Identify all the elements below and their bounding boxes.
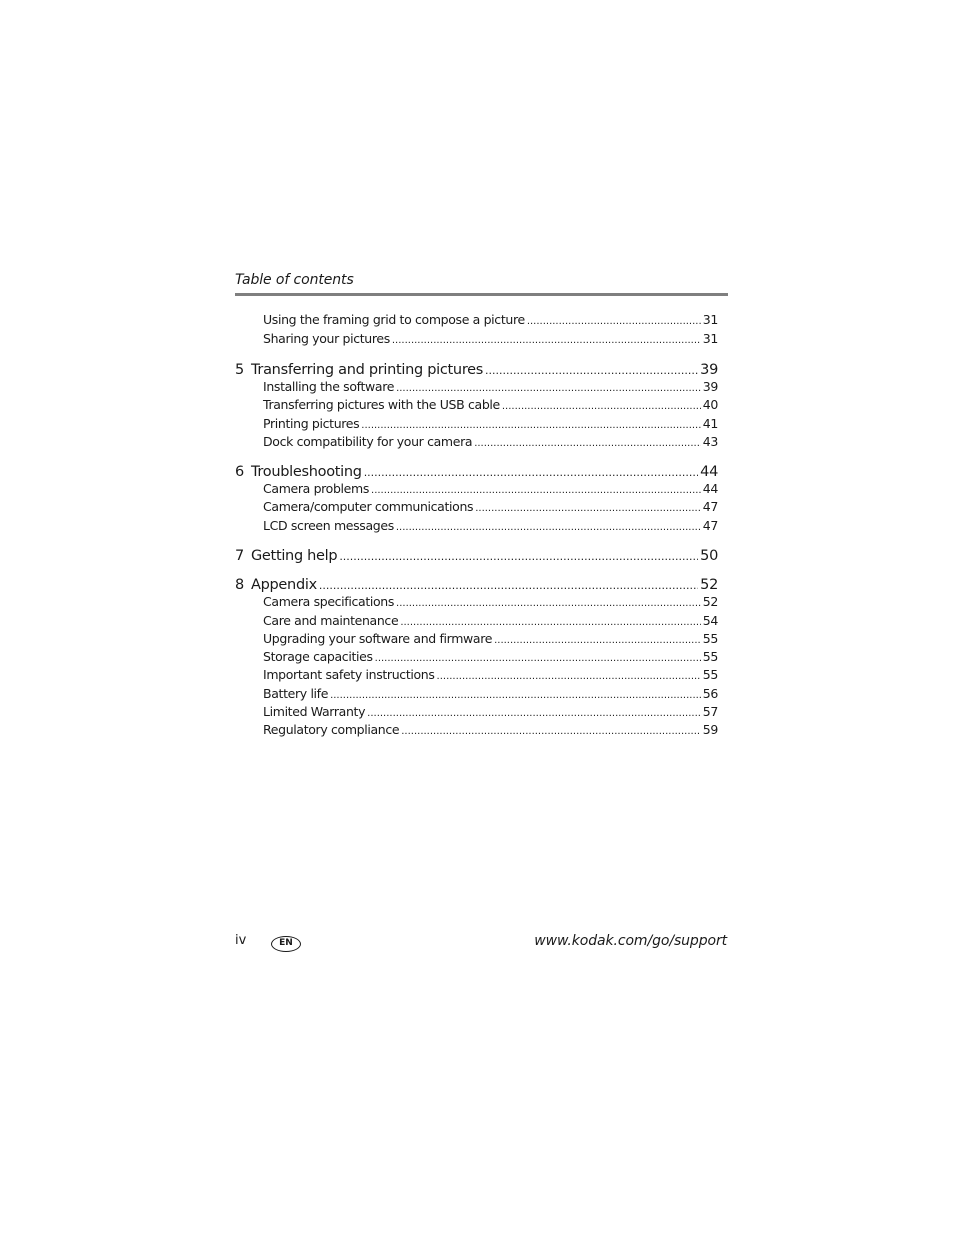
toc-entry-title bbox=[263, 666, 435, 684]
toc-entry-title bbox=[263, 517, 394, 535]
toc-section-entry[interactable] bbox=[263, 311, 718, 331]
toc-dot-leader bbox=[396, 595, 701, 613]
support-url-link[interactable]: www.kodak.com/go/support bbox=[534, 933, 727, 949]
toc-entry-label: Using the framing grid to compose a picture bbox=[263, 312, 525, 327]
toc-dot-leader bbox=[339, 547, 698, 567]
toc-entry-title bbox=[263, 593, 394, 611]
toc-entry-label: Camera problems bbox=[263, 481, 370, 496]
toc-page-number: 39 bbox=[700, 362, 718, 378]
toc-page-number: 55 bbox=[702, 631, 718, 646]
toc-entry-title bbox=[263, 433, 472, 451]
toc-entry-title bbox=[263, 311, 525, 329]
toc-dot-leader bbox=[502, 398, 701, 416]
toc-page-number: 47 bbox=[702, 499, 718, 514]
toc-entry-title bbox=[235, 462, 362, 482]
toc-entry-title bbox=[263, 630, 492, 648]
toc-dot-leader bbox=[437, 668, 701, 686]
page-number: iv bbox=[235, 933, 247, 948]
toc-entry-label: Transferring and printing pictures bbox=[251, 362, 484, 378]
toc-entry-label: Important safety instructions bbox=[263, 667, 435, 682]
toc-entry-label: Storage capacities bbox=[263, 649, 373, 664]
header-rule bbox=[235, 293, 728, 296]
toc-page-number: 54 bbox=[702, 613, 718, 628]
toc-page-number: 43 bbox=[702, 434, 718, 449]
toc-section-entry[interactable] bbox=[263, 517, 718, 537]
toc-chapter-number: 8 bbox=[235, 577, 244, 593]
toc-chapter-entry[interactable] bbox=[235, 546, 718, 567]
toc-dot-leader bbox=[474, 435, 701, 453]
toc-page-number: 41 bbox=[702, 416, 718, 431]
toc-entry-title bbox=[263, 685, 328, 703]
toc-section-entry[interactable] bbox=[263, 378, 718, 398]
toc-entry-title bbox=[263, 612, 398, 630]
toc-section-entry[interactable] bbox=[263, 415, 718, 435]
toc-entry-label: LCD screen messages bbox=[263, 518, 394, 533]
toc-entry-title bbox=[263, 415, 359, 433]
toc-entry-label: Regulatory compliance bbox=[263, 722, 400, 737]
toc-page-number: 59 bbox=[702, 722, 718, 737]
toc-page-number: 40 bbox=[702, 397, 718, 412]
toc-page-number: 31 bbox=[702, 312, 718, 327]
toc-dot-leader bbox=[396, 519, 701, 537]
toc-entry-title bbox=[263, 498, 473, 516]
toc-dot-leader bbox=[475, 500, 701, 518]
toc-entry-label: Camera specifications bbox=[263, 594, 395, 609]
toc-entry-title bbox=[263, 330, 390, 348]
toc-page-number: 44 bbox=[700, 464, 718, 480]
toc-entry-label: Transferring pictures with the USB cable bbox=[263, 397, 500, 412]
page-footer bbox=[235, 930, 727, 956]
toc-dot-leader bbox=[527, 313, 701, 331]
toc-entry-label: Dock compatibility for your camera bbox=[263, 434, 473, 449]
toc-entry-label: Troubleshooting bbox=[251, 464, 362, 480]
toc-section-entry[interactable] bbox=[263, 703, 718, 723]
toc-section-entry[interactable] bbox=[263, 648, 718, 668]
toc-entry-label: Appendix bbox=[251, 577, 317, 593]
toc-section-entry[interactable] bbox=[263, 433, 718, 453]
page-header bbox=[235, 270, 728, 296]
toc-chapter-number: 6 bbox=[235, 464, 244, 480]
toc-entry-title bbox=[263, 396, 500, 414]
toc-page-number: 57 bbox=[702, 704, 718, 719]
toc-entry-label: Installing the software bbox=[263, 379, 395, 394]
toc-entry-label: Limited Warranty bbox=[263, 704, 366, 719]
toc-entry-title bbox=[235, 575, 317, 595]
toc-page-number: 31 bbox=[702, 331, 718, 346]
language-badge: EN bbox=[271, 936, 301, 952]
toc-section-entry[interactable] bbox=[263, 666, 718, 686]
toc-section-entry[interactable] bbox=[263, 612, 718, 632]
toc-section-entry[interactable] bbox=[263, 593, 718, 613]
toc-section-entry[interactable] bbox=[263, 396, 718, 416]
toc-chapter-number: 5 bbox=[235, 362, 244, 378]
toc-page-number: 52 bbox=[702, 594, 718, 609]
toc-page-number: 39 bbox=[702, 379, 718, 394]
toc-page-number: 50 bbox=[700, 548, 718, 564]
toc-entry-label: Upgrading your software and firmware bbox=[263, 631, 493, 646]
toc-section-entry[interactable] bbox=[263, 685, 718, 705]
toc-page-number: 55 bbox=[702, 667, 718, 682]
toc-entry-title bbox=[263, 378, 394, 396]
toc-entry-label: Battery life bbox=[263, 686, 329, 701]
toc-entry-title bbox=[235, 546, 337, 566]
toc-section-entry[interactable] bbox=[263, 721, 718, 741]
toc-entry-label: Printing pictures bbox=[263, 416, 360, 431]
toc-page-number: 47 bbox=[702, 518, 718, 533]
toc-entry-label: Camera/computer communications bbox=[263, 499, 474, 514]
toc-entry-title bbox=[263, 721, 399, 739]
running-header-title: Table of contents bbox=[235, 272, 354, 288]
toc-dot-leader bbox=[401, 723, 701, 741]
toc-section-entry[interactable] bbox=[263, 480, 718, 500]
toc-section-entry[interactable] bbox=[263, 498, 718, 518]
toc-entry-label: Care and maintenance bbox=[263, 613, 399, 628]
toc-entry-title bbox=[235, 360, 483, 380]
toc-dot-leader bbox=[392, 332, 701, 350]
toc-entry-label: Getting help bbox=[251, 548, 338, 564]
toc-entry-label: Sharing your pictures bbox=[263, 331, 390, 346]
toc-page-number: 52 bbox=[700, 577, 718, 593]
toc-page-number: 44 bbox=[702, 481, 718, 496]
toc-entry-title bbox=[263, 648, 373, 666]
toc-page-number: 55 bbox=[702, 649, 718, 664]
toc-section-entry[interactable] bbox=[263, 330, 718, 350]
toc-page-number: 56 bbox=[702, 686, 718, 701]
toc-entry-title bbox=[263, 703, 365, 721]
toc-entry-title bbox=[263, 480, 369, 498]
toc-section-entry[interactable] bbox=[263, 630, 718, 650]
toc-chapter-number: 7 bbox=[235, 548, 244, 564]
